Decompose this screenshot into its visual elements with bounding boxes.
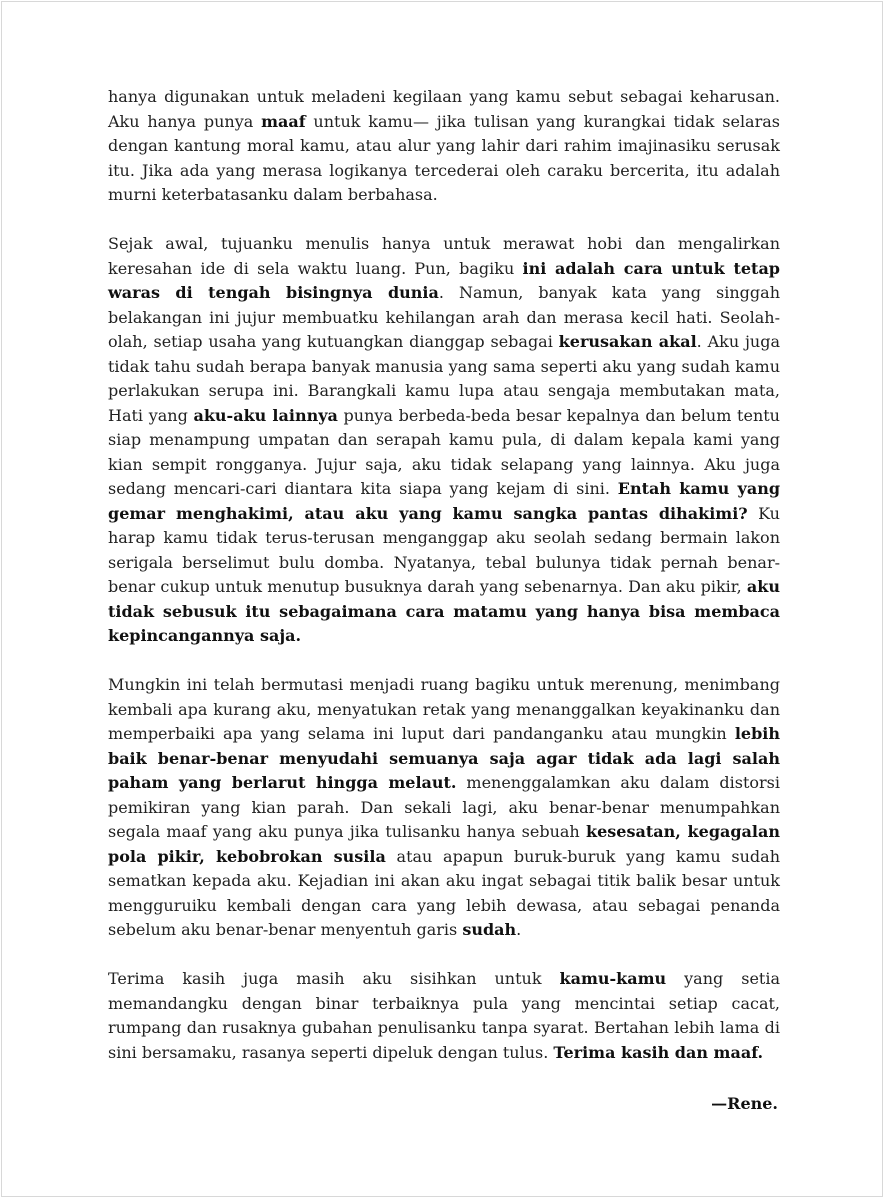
bold-text-run: maaf: [261, 111, 306, 131]
text-run: . Aku juga tidak tahu sudah berapa banyak manusia yang sama seperti aku yang sudah kamu perlakukan serupa ini. Barangkali kamu lupa atau sengaja membutakan mata, Hati yang: [108, 332, 781, 425]
bold-text-run: Terima kasih dan maaf.: [553, 1042, 764, 1062]
text-run: untuk kamu— jika tulisan yang kurangkai tidak selaras dengan kantung moral kamu, atau alur yang lahir dari rahim imajinasiku serusak itu. Jika ada yang merasa logikanya tercederai oleh caraku bercerita, itu adalah murni keterbatasanku dalam berbahasa.: [108, 111, 780, 204]
paragraph-1: [108, 85, 780, 208]
bold-text-run: kamu-kamu: [559, 969, 667, 988]
signature: —Rene.: [711, 1094, 778, 1113]
bold-text-run: aku-aku lainnya: [193, 405, 338, 425]
text-run: Terima kasih juga masih aku sisihkan untuk: [108, 969, 560, 988]
document-body: [108, 85, 780, 1090]
text-run: yang setia memandangku dengan binar terbaiknya pula yang mencintai setiap cacat, rumpang dan rusaknya gubahan penulisanku tanpa syarat. Bertahan lebih lama di sini bersamaku, rasanya seperti dipeluk dengan tulus.: [108, 969, 781, 1062]
text-run: hanya digunakan untuk meladeni kegilaan yang kamu sebut sebagai keharusan. Aku hanya punya: [108, 87, 780, 131]
text-run: Sejak awal, tujuanku menulis hanya untuk merawat hobi dan mengalirkan keresahan ide di sela waktu luang. Pun, bagiku: [108, 234, 780, 278]
paragraph-4: [108, 967, 780, 1065]
paragraph-3: [108, 673, 780, 943]
paragraph-2: [108, 232, 780, 649]
text-run: Ku harap kamu tidak terus-terusan menganggap aku seolah sedang bermain lakon serigala berselimut bulu domba. Nyatanya, tebal bulunya tidak pernah benar-benar cukup untuk menutup busuknya darah yang sebenarnya. Dan aku pikir,: [108, 503, 780, 596]
text-run: .: [516, 920, 522, 939]
text-run: . Namun, banyak kata yang singgah belakangan ini jujur membuatku kehilangan arah dan merasa kecil hati. Seolah-olah, setiap usaha yang kutuangkan dianggap sebagai: [108, 283, 781, 351]
bold-text-run: ini adalah cara untuk tetap waras di tengah bisingnya dunia: [108, 258, 780, 302]
bold-text-run: aku tidak sebusuk itu sebagaimana cara matamu yang hanya bisa membaca kepincangannya saja.: [108, 577, 780, 645]
bold-text-run: sudah: [462, 920, 517, 939]
text-run: Mungkin ini telah bermutasi menjadi ruang bagiku untuk merenung, menimbang kembali apa kurang aku, menyatukan retak yang menanggalkan keyakinanku dan memperbaiki apa yang selama ini luput dari pandanganku atau mungkin: [108, 675, 780, 743]
bold-text-run: lebih baik benar-benar menyudahi semuanya saja agar tidak ada lagi salah paham yang berlarut hingga melaut.: [108, 724, 780, 792]
bold-text-run: kesesatan, kegagalan pola pikir, kebobrokan susila: [108, 822, 781, 866]
text-run: punya berbeda-beda besar kepalnya dan belum tentu siap menampung umpatan dan serapah kamu pula, di dalam kepala kami yang kian sempit rongganya. Jujur saja, aku tidak selapang yang lainnya. Aku juga sedang mencari-cari diantara kita siapa yang kejam di sini.: [108, 405, 780, 498]
bold-text-run: Entah kamu yang gemar menghakimi, atau aku yang kamu sangka pantas dihakimi?: [108, 479, 781, 523]
text-run: atau apapun buruk-buruk yang kamu sudah sematkan kepada aku. Kejadian ini akan aku ingat sebagai titik balik besar untuk mengguruiku kembali dengan cara yang lebih dewasa, atau sebagai penanda sebelum aku benar-benar menyentuh garis: [108, 846, 781, 939]
text-run: menenggalamkan aku dalam distorsi pemikiran yang kian parah. Dan sekali lagi, aku benar-benar menumpahkan segala maaf yang aku punya jika tulisanku hanya sebuah: [108, 773, 780, 841]
bold-text-run: kerusakan akal: [558, 332, 697, 351]
